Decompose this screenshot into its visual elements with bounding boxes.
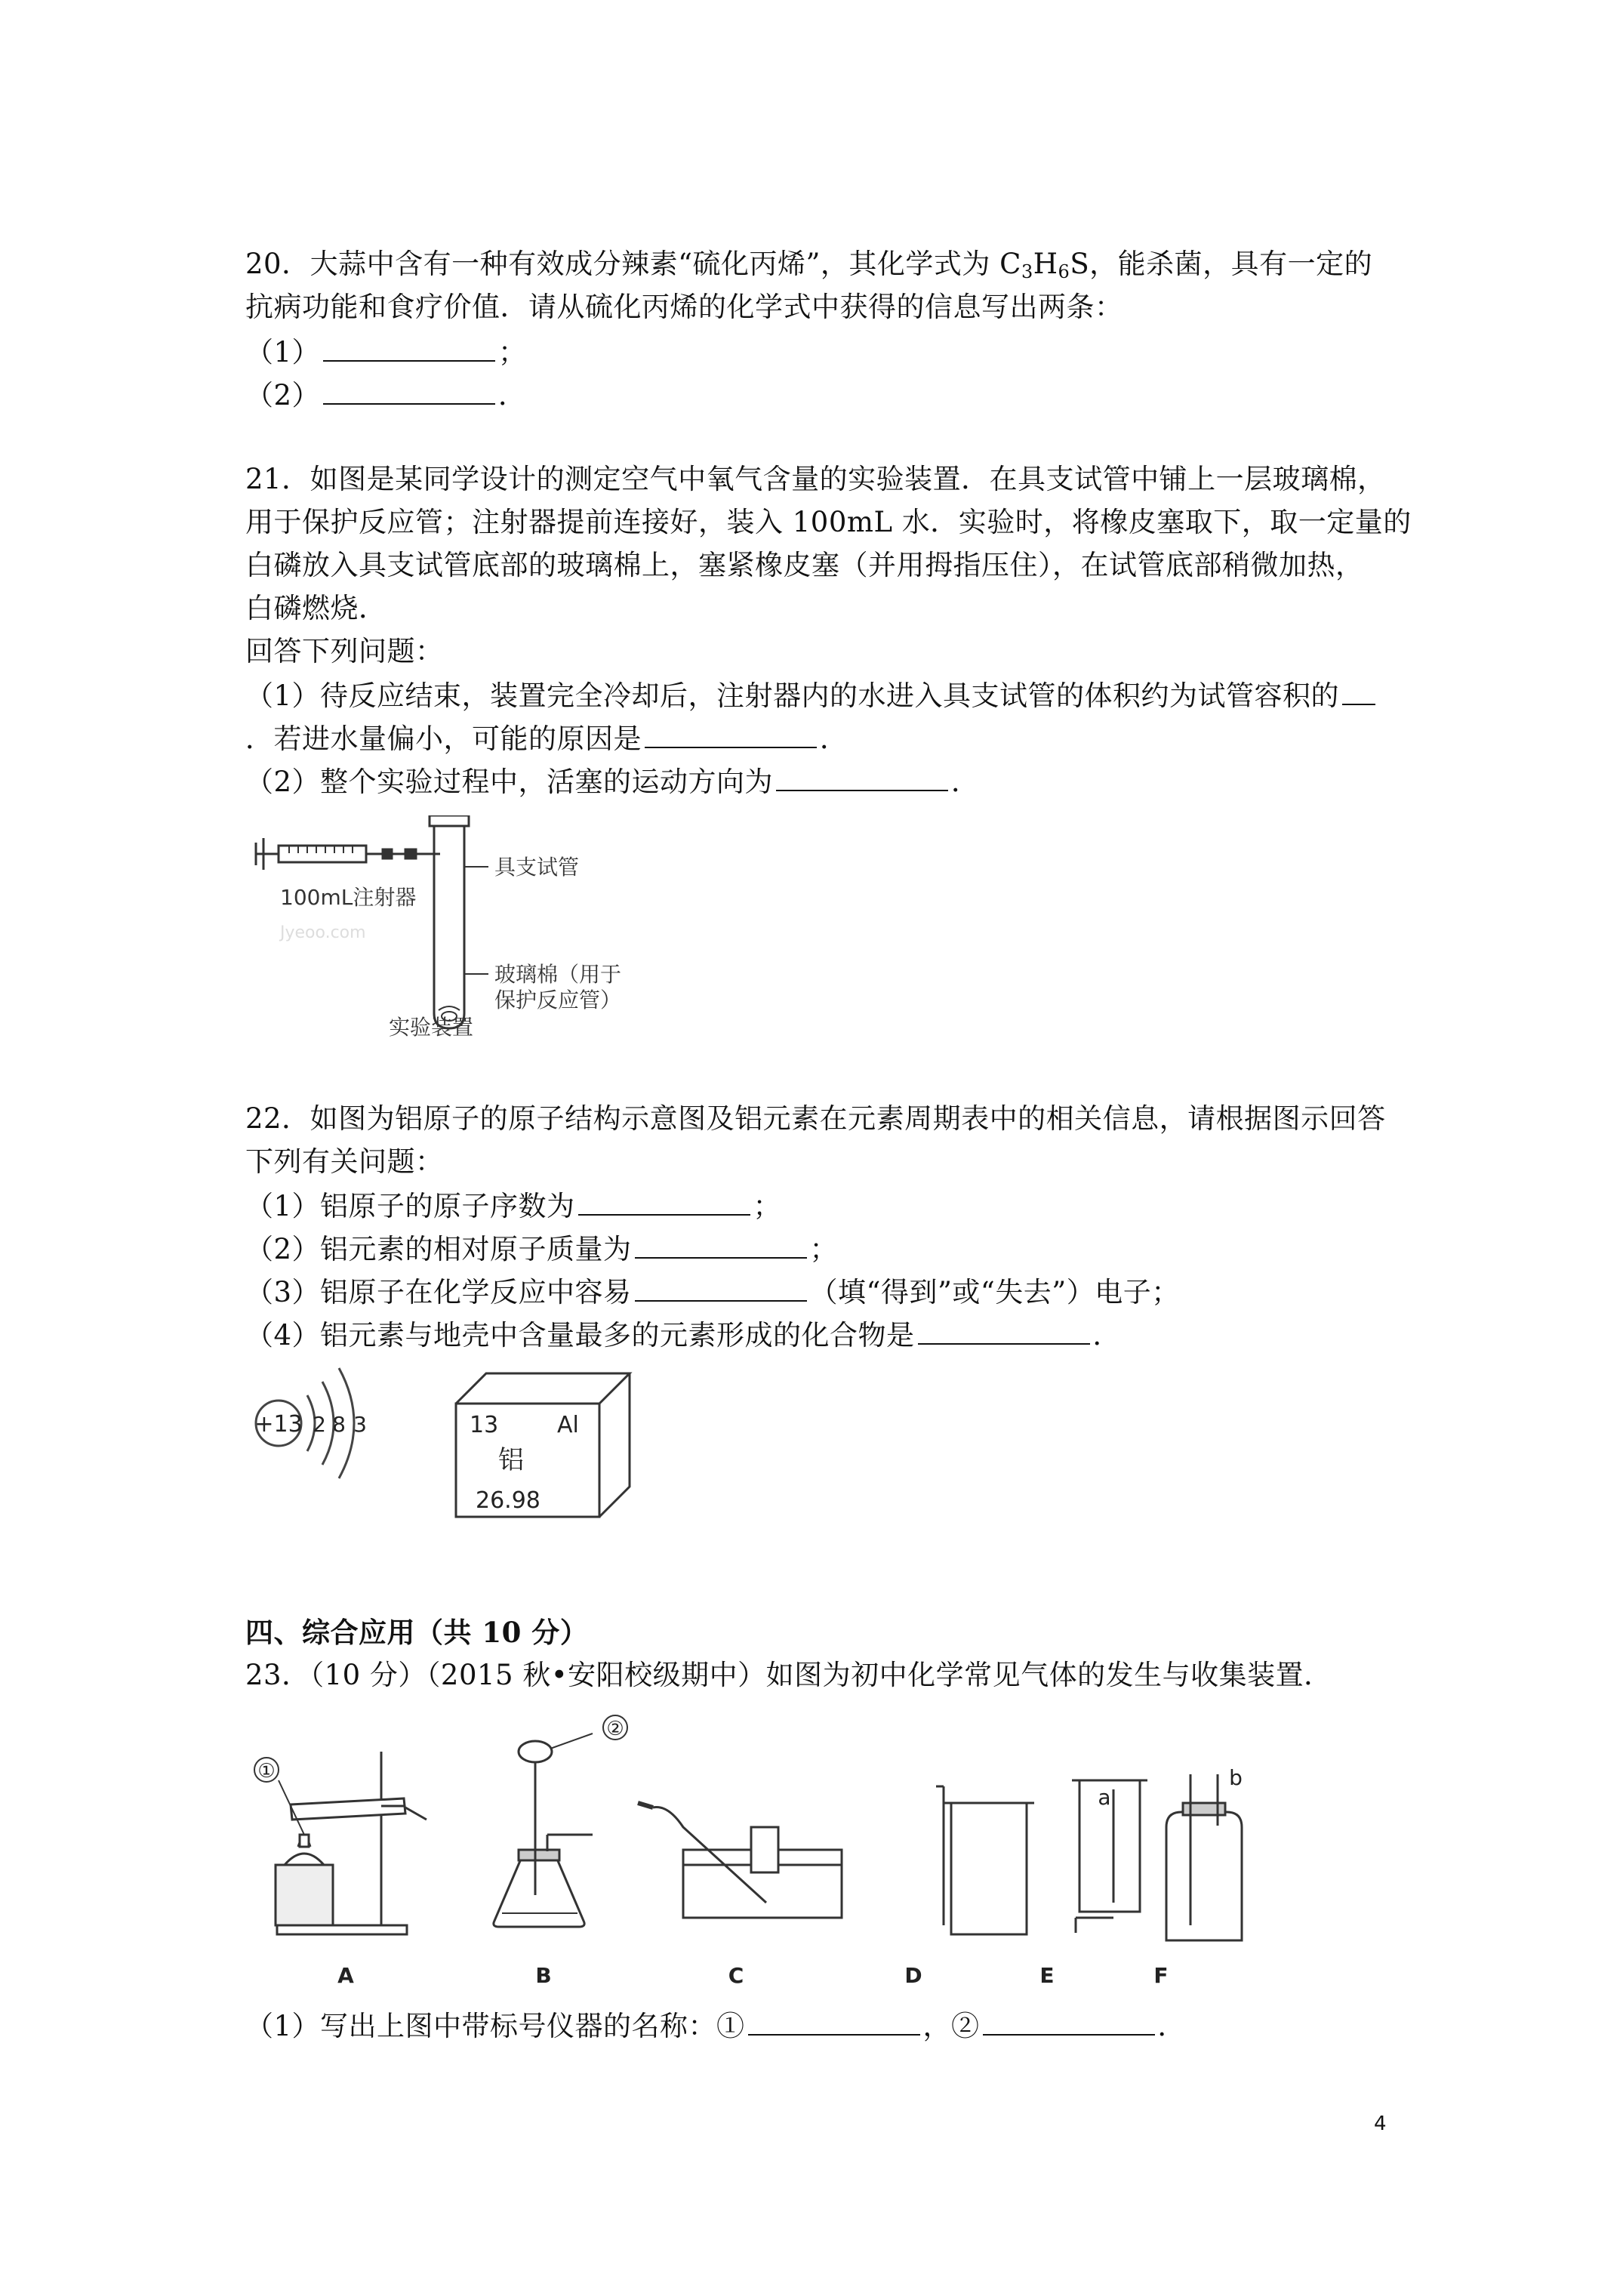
q22-part2: （2）铝元素的相对原子质量为 ； (245, 1233, 839, 1265)
q20-line2: 抗病功能和食疗价值．请从硫化丙烯的化学式中获得的信息写出两条： (245, 291, 1123, 323)
q21-part1-a: （1）待反应结束，装置完全冷却后，注射器内的水进入具支试管的体积约为试管容积的 (245, 678, 1378, 713)
q20-line1: 20．大蒜中含有一种有效成分辣素“硫化丙烯”，其化学式为 $C_3H_6S$，能杀菌，具有一定的 (245, 248, 1373, 282)
q21-line4: 白磷燃烧． (245, 592, 387, 624)
port-a-label: a (1098, 1785, 1111, 1810)
q23-apparatus-figure (245, 1714, 1302, 1993)
marker-2: ② (606, 1718, 624, 1740)
syringe-label: 100mL注射器 (280, 885, 417, 910)
answer-blank[interactable] (323, 378, 495, 405)
element-symbol: Al (557, 1412, 579, 1438)
figure-caption: 实验装置 (389, 1015, 474, 1040)
label-F: F (1153, 1963, 1169, 1988)
element-name: 铝 (498, 1445, 524, 1475)
answer-blank[interactable] (776, 764, 948, 791)
shell-1-electrons: 2 (313, 1412, 326, 1437)
section-title: 四、综合应用（共 10 分） (245, 1616, 589, 1649)
wool-label-1: 玻璃棉（用于 (494, 962, 622, 987)
watermark: Jyeoo.com (280, 923, 366, 942)
answer-blank[interactable] (578, 1188, 750, 1216)
label-A: A (337, 1963, 354, 1988)
q21-part2: （2）整个实验过程中，活塞的运动方向为 ． (245, 766, 980, 798)
shell-2-electrons: 8 (332, 1412, 346, 1437)
q21-part1-b: ．若进水量偏小，可能的原因是 ． (245, 723, 848, 755)
answer-blank[interactable] (918, 1318, 1090, 1345)
q22-line1: 22．如图为铝原子的原子结构示意图及铝元素在元素周期表中的相关信息，请根据图示回答 (245, 1102, 1386, 1135)
q22-part3: （3）铝原子在化学反应中容易 （填“得到”或“失去”）电子； (245, 1276, 1180, 1308)
answer-blank[interactable] (983, 2008, 1155, 2036)
q22-part4: （4）铝元素与地壳中含量最多的元素形成的化合物是 ． (245, 1319, 1122, 1351)
answer-blank[interactable] (1342, 678, 1375, 705)
port-b-label: b (1229, 1765, 1243, 1790)
q21-apparatus-figure (245, 815, 653, 1042)
label-C: C (728, 1963, 744, 1988)
label-E: E (1039, 1963, 1055, 1988)
atomic-mass: 26.98 (476, 1487, 540, 1514)
answer-blank[interactable] (635, 1231, 807, 1259)
q21-line1: 21．如图是某同学设计的测定空气中氧气含量的实验装置．在具支试管中铺上一层玻璃棉， (245, 463, 1386, 495)
atomic-number: 13 (470, 1412, 499, 1438)
q21-line2: 用于保护反应管；注射器提前连接好，装入 100mL 水．实验时，将橡皮塞取下，取一定量的 (245, 506, 1412, 538)
q21-line3: 白磷放入具支试管底部的玻璃棉上，塞紧橡皮塞（并用拇指压住），在试管底部稍微加热， (245, 549, 1364, 581)
marker-1: ① (257, 1760, 276, 1783)
wool-label-2: 保护反应管） (494, 988, 622, 1012)
nucleus-charge: +13 (254, 1411, 303, 1438)
q21-line5: 回答下列问题： (245, 635, 444, 667)
answer-blank[interactable] (645, 721, 817, 748)
page-number: 4 (1374, 2113, 1387, 2135)
aluminum-atom-diagram (245, 1359, 396, 1487)
q23-line1: 23．（10 分）（2015 秋•安阳校级期中）如图为初中化学常见气体的发生与收集装置． (245, 1659, 1332, 1691)
q23-part1: （1）写出上图中带标号仪器的名称：① ，② ． (245, 2010, 1187, 2042)
q22-part1: （1）铝原子的原子序数为 ； (245, 1190, 782, 1222)
answer-blank[interactable] (748, 2008, 920, 2036)
tube-label: 具支试管 (494, 855, 580, 880)
q22-line2: 下列有关问题： (245, 1145, 444, 1178)
label-B: B (535, 1963, 552, 1988)
periodic-table-cell (453, 1370, 634, 1521)
label-D: D (904, 1963, 922, 1988)
shell-3-electrons: 3 (353, 1412, 367, 1437)
q20-answer-1: （1） ； (245, 336, 527, 368)
answer-blank[interactable] (635, 1274, 807, 1302)
q20-answer-2: （2） ． (245, 379, 527, 411)
answer-blank[interactable] (323, 334, 495, 362)
